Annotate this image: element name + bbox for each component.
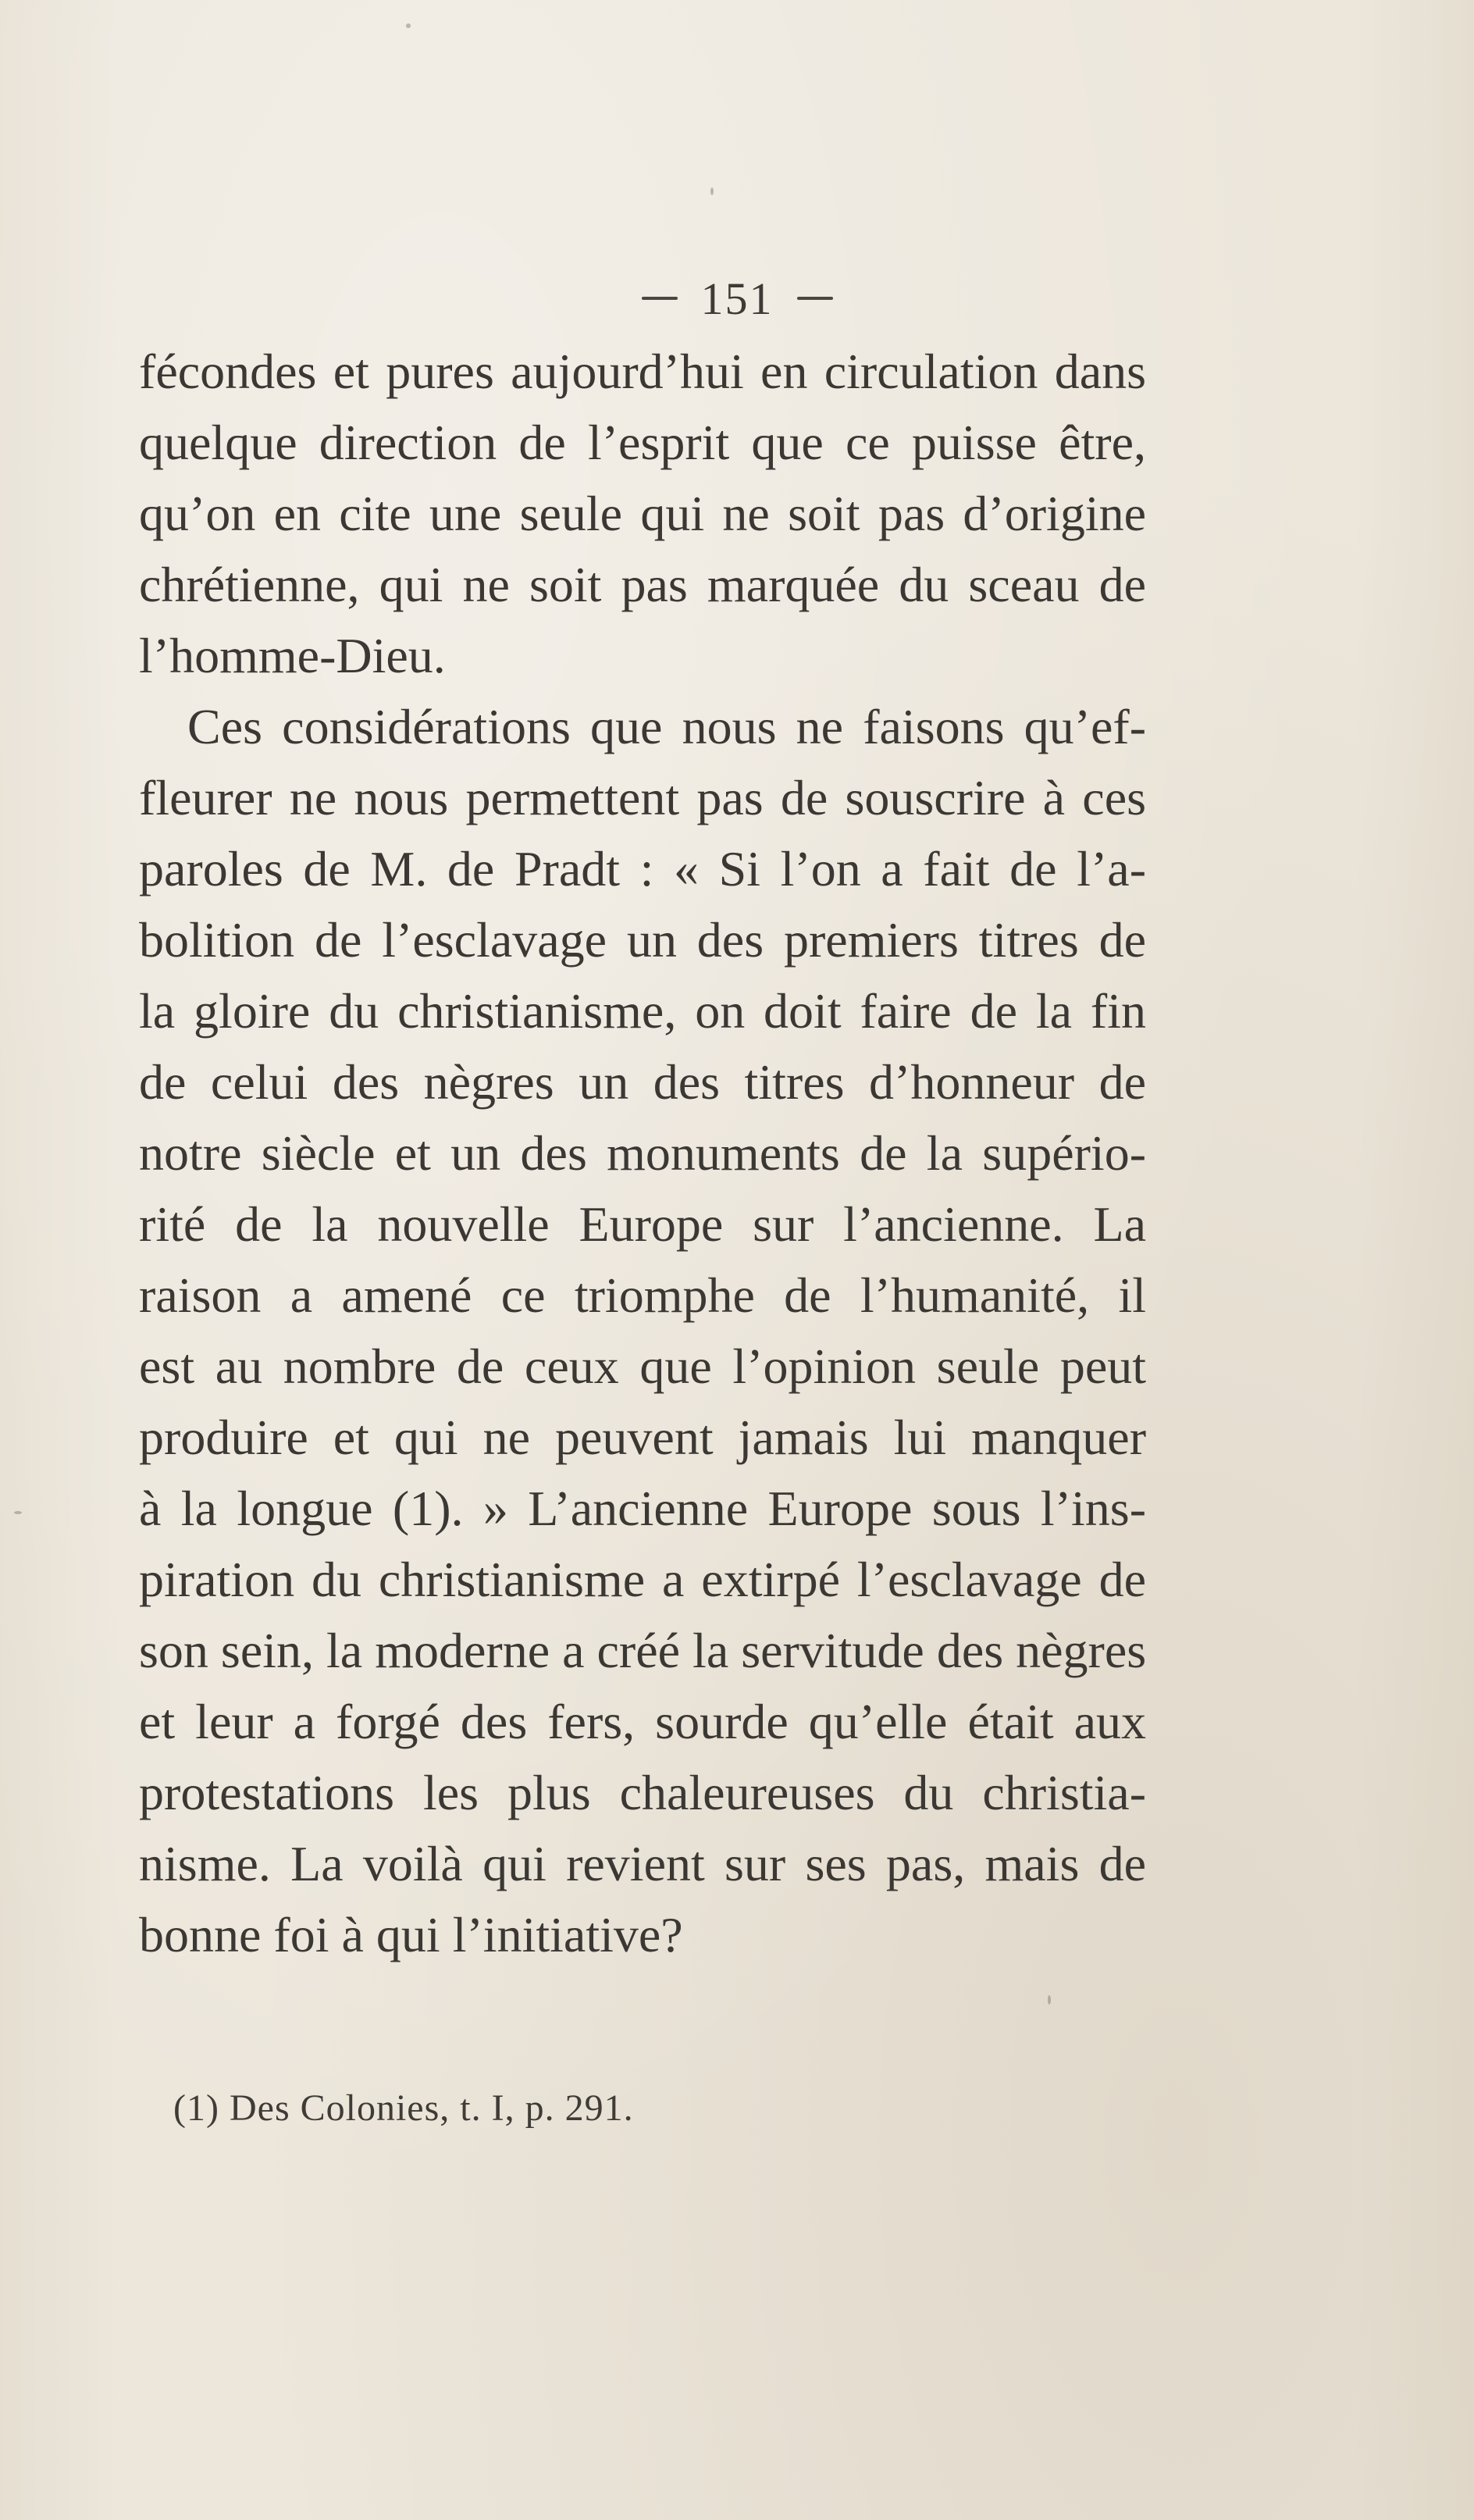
text-line: raison a amené ce triomphe de l’humanité, il	[139, 1267, 1146, 1323]
footnote: (1) Des Colonies, t. I, p. 291.	[173, 2087, 634, 2129]
text-line: la gloire du christianisme, on doit faire de la fin	[139, 983, 1146, 1039]
text-line: bolition de l’esclavage un des premiers titres de	[139, 912, 1146, 968]
text-line: fleurer ne nous permettent pas de souscrire à ces	[139, 770, 1146, 825]
text-line: et leur a forgé des fers, sourde qu’elle était aux	[139, 1694, 1146, 1749]
text-line: bonne foi à qui l’initiative?	[139, 1907, 683, 1962]
text-line-paragraph-start: Ces considérations que nous ne faisons qu’ef-	[187, 699, 1146, 754]
paper-speck	[937, 1499, 941, 1503]
text-line: protestations les plus chaleureuses du christia-	[139, 1765, 1146, 1820]
text-line: notre siècle et un des monuments de la supério-	[139, 1125, 1146, 1181]
text-line: rité de la nouvelle Europe sur l’ancienne. La	[139, 1196, 1146, 1252]
text-line: est au nombre de ceux que l’opinion seule peut	[139, 1338, 1146, 1394]
text-line: nisme. La voilà qui revient sur ses pas, mais de	[139, 1836, 1146, 1891]
text-line: à la longue (1). » L’ancienne Europe sous l’ins-	[139, 1481, 1146, 1536]
page-number: 151	[700, 273, 774, 324]
running-head	[0, 267, 1474, 330]
paper-speck	[1048, 1995, 1051, 2005]
text-line: chrétienne, qui ne soit pas marquée du sceau de	[139, 557, 1146, 612]
text-line: qu’on en cite une seule qui ne soit pas d’origine	[139, 486, 1146, 541]
text-line: quelque direction de l’esprit que ce puisse être,	[139, 415, 1146, 470]
paper-speck	[710, 187, 714, 195]
right-dash	[797, 297, 833, 300]
paper-speck	[406, 23, 411, 28]
left-dash	[642, 297, 678, 300]
body-text	[139, 336, 1146, 1991]
text-line: l’homme-Dieu.	[139, 628, 446, 683]
text-line: son sein, la moderne a créé la servitude des nègres	[139, 1623, 1146, 1678]
text-line: fécondes et pures aujourd’hui en circulation dans	[139, 344, 1146, 399]
text-line: de celui des nègres un des titres d’honneur de	[139, 1054, 1146, 1110]
text-line: produire et qui ne peuvent jamais lui manquer	[139, 1410, 1146, 1465]
text-line: piration du christianisme a extirpé l’esclavage de	[139, 1552, 1146, 1607]
paper-speck	[14, 1511, 22, 1514]
text-line: paroles de M. de Pradt : « Si l’on a fait de l’a-	[139, 841, 1146, 896]
